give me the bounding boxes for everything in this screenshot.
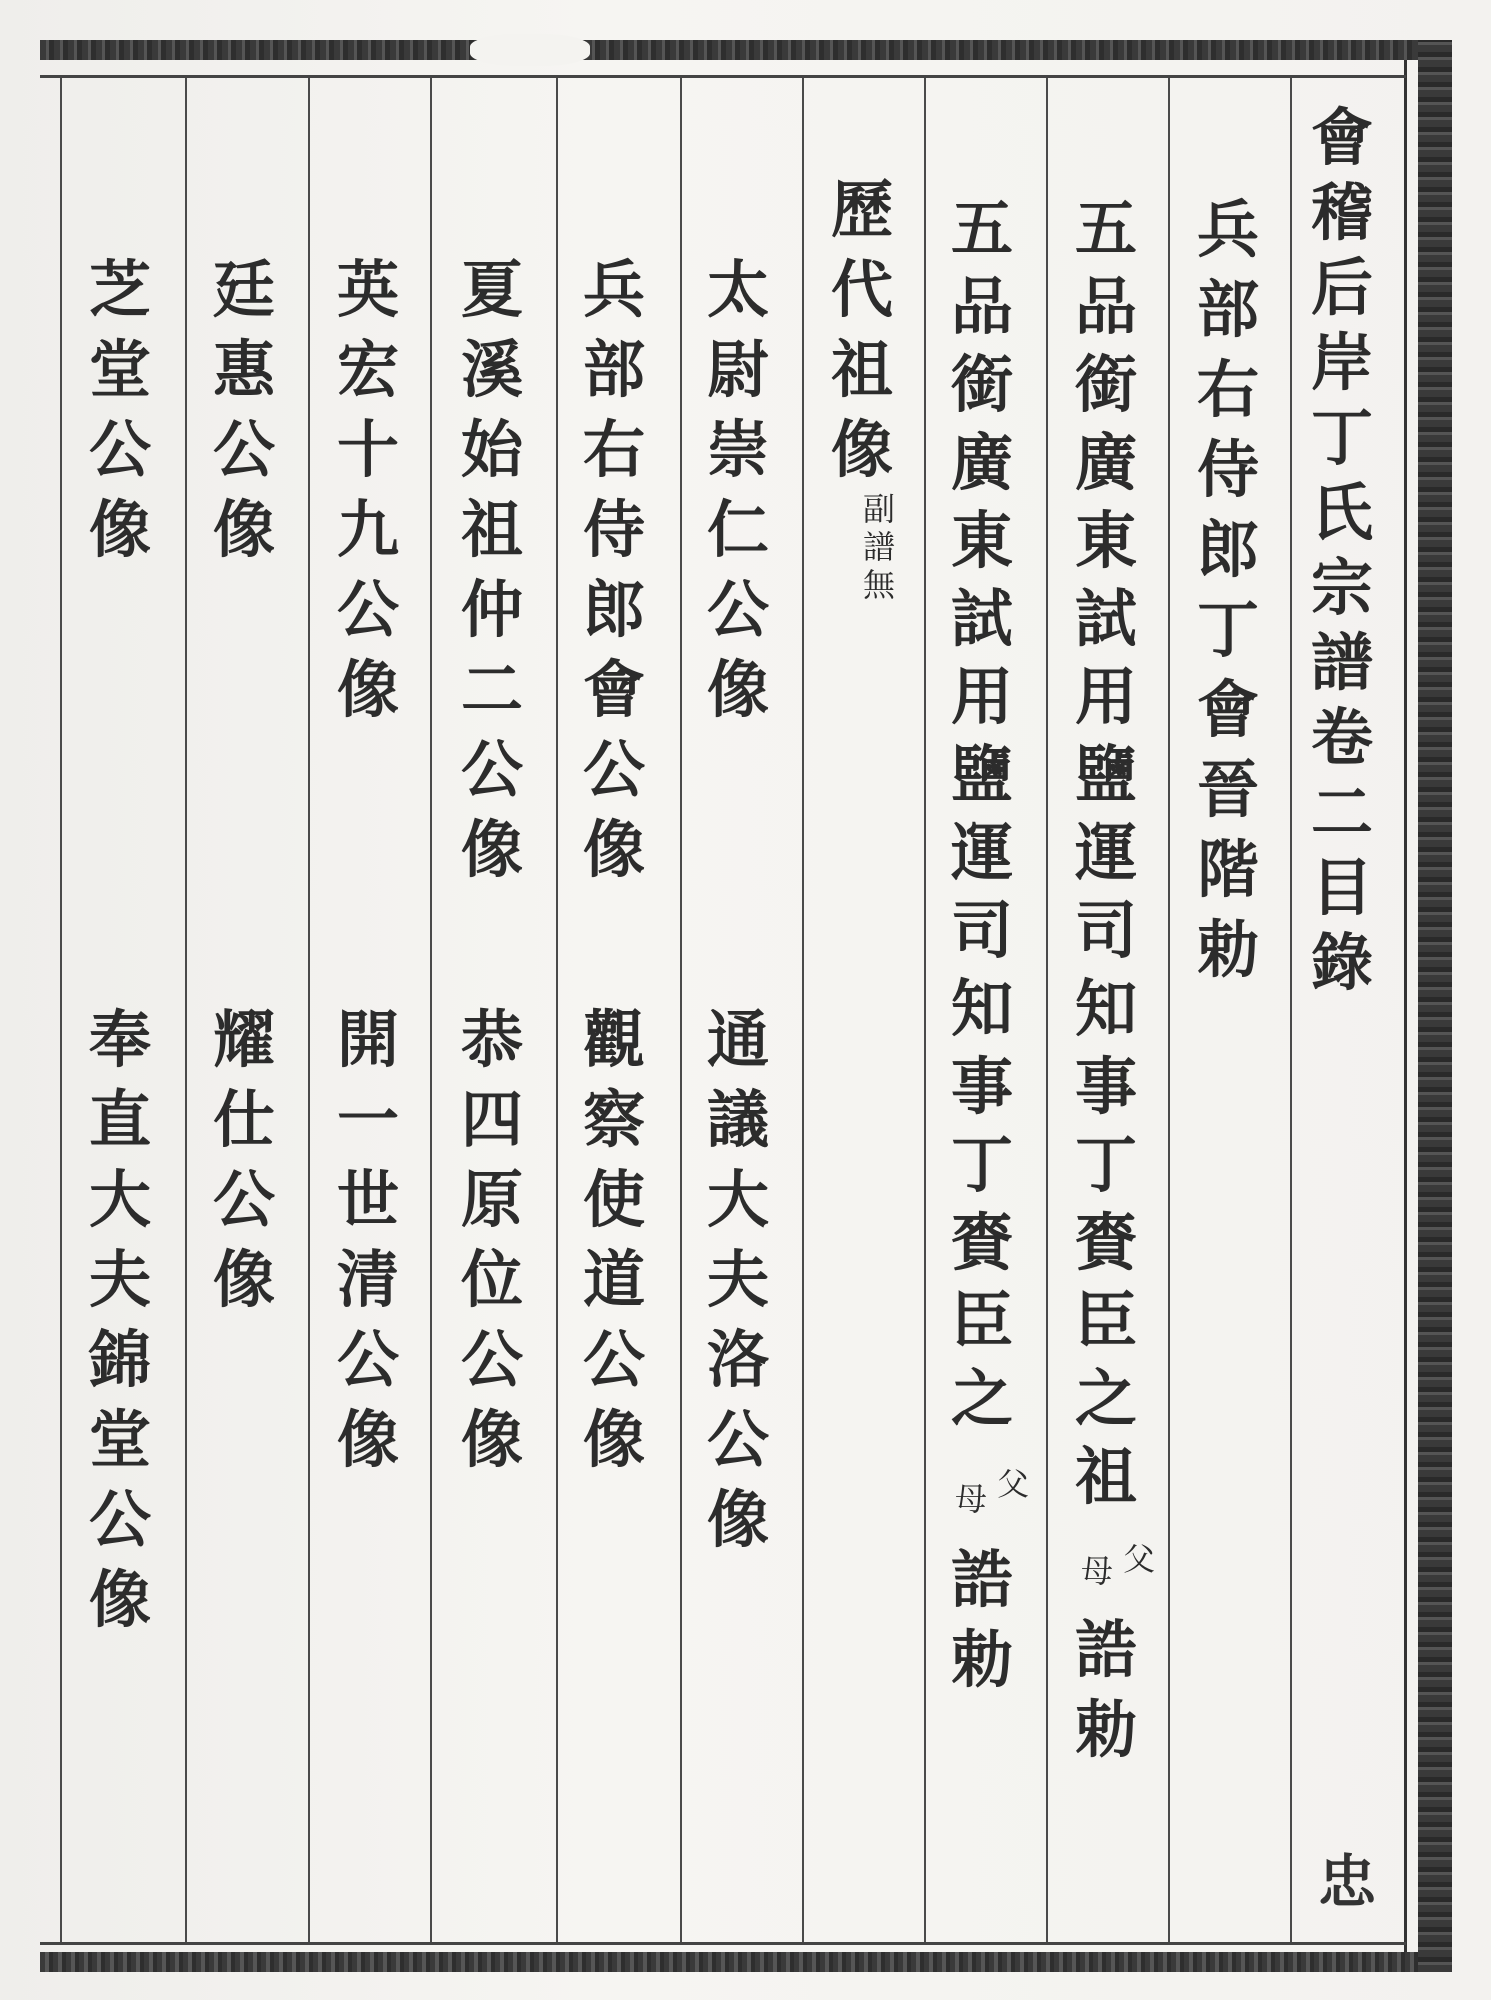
frame-border-right bbox=[1418, 40, 1452, 1972]
glyph: 氏 bbox=[1310, 476, 1373, 549]
glyph: 試 bbox=[1074, 582, 1137, 655]
glyph: 目 bbox=[1310, 851, 1373, 924]
frame-worn-gap bbox=[470, 34, 590, 66]
glyph: 堂 bbox=[88, 1403, 151, 1476]
glyph: 歷 bbox=[830, 173, 893, 246]
glyph: 十 bbox=[336, 413, 399, 486]
column-rule bbox=[1046, 78, 1048, 1942]
column-rule bbox=[430, 78, 432, 1942]
glyph: 像 bbox=[212, 493, 275, 566]
glyph: 觀 bbox=[582, 1003, 645, 1076]
glyph: 知 bbox=[950, 972, 1013, 1045]
glyph: 錄 bbox=[1310, 926, 1373, 999]
glyph: 事 bbox=[1074, 1050, 1137, 1123]
frame-border-bottom bbox=[40, 1952, 1450, 1972]
glyph: 宏 bbox=[336, 333, 399, 406]
glyph: 東 bbox=[1074, 504, 1137, 577]
glyph: 會 bbox=[582, 653, 645, 726]
glyph: 大 bbox=[88, 1163, 151, 1236]
glyph: 九 bbox=[336, 493, 399, 566]
glyph: 侍 bbox=[582, 493, 645, 566]
glyph: 勅 bbox=[1196, 913, 1259, 986]
glyph: 代 bbox=[830, 253, 893, 326]
entry-column-8-bottom bbox=[460, 1000, 524, 1480]
glyph: 部 bbox=[1196, 273, 1259, 346]
entry-column-9-bottom bbox=[336, 1000, 400, 1480]
glyph: 一 bbox=[336, 1083, 399, 1156]
column-rule bbox=[185, 78, 187, 1942]
entry-column-7-top bbox=[582, 250, 646, 890]
heading-column bbox=[1196, 190, 1260, 990]
glyph: 公 bbox=[88, 413, 151, 486]
glyph: 五 bbox=[950, 192, 1013, 265]
glyph: 像 bbox=[336, 653, 399, 726]
glyph: 丁 bbox=[1310, 401, 1373, 474]
entry-column-7-bottom bbox=[582, 1000, 646, 1480]
glyph: 侍 bbox=[1196, 433, 1259, 506]
glyph: 尉 bbox=[706, 333, 769, 406]
glyph: 像 bbox=[212, 1243, 275, 1316]
glyph: 會 bbox=[1196, 673, 1259, 746]
glyph: 議 bbox=[706, 1083, 769, 1156]
glyph: 始 bbox=[460, 413, 523, 486]
column-rule bbox=[60, 78, 62, 1942]
glyph: 廣 bbox=[950, 426, 1013, 499]
glyph: 像 bbox=[88, 1563, 151, 1636]
glyph: 公 bbox=[582, 733, 645, 806]
glyph: 大 bbox=[706, 1163, 769, 1236]
glyph: 部 bbox=[582, 333, 645, 406]
glyph: 父 bbox=[996, 1465, 1029, 1503]
glyph: 公 bbox=[460, 1323, 523, 1396]
glyph: 岸 bbox=[1310, 326, 1373, 399]
frame-inner-line-top bbox=[40, 75, 1406, 78]
glyph: 原 bbox=[460, 1163, 523, 1236]
glyph: 惠 bbox=[212, 333, 275, 406]
glyph: 二 bbox=[1310, 776, 1373, 849]
glyph: 銜 bbox=[950, 348, 1013, 421]
glyph: 臣 bbox=[950, 1284, 1013, 1357]
frame-inner-line-right bbox=[1404, 60, 1407, 1952]
glyph: 司 bbox=[950, 894, 1013, 967]
glyph: 階 bbox=[1196, 833, 1259, 906]
glyph: 司 bbox=[1074, 894, 1137, 967]
glyph: 溪 bbox=[460, 333, 523, 406]
note-mother bbox=[954, 1480, 988, 1518]
column-rule bbox=[1290, 78, 1292, 1942]
glyph: 賚 bbox=[1074, 1206, 1137, 1279]
glyph: 道 bbox=[582, 1243, 645, 1316]
glyph: 品 bbox=[950, 270, 1013, 343]
glyph: 誥 bbox=[1074, 1613, 1137, 1686]
glyph: 廷 bbox=[212, 253, 275, 326]
glyph: 兵 bbox=[582, 253, 645, 326]
frame-inner-line-bottom bbox=[40, 1942, 1406, 1945]
section-heading bbox=[830, 170, 894, 490]
page-mark: 忠 bbox=[1318, 1848, 1377, 1916]
glyph: 公 bbox=[582, 1323, 645, 1396]
page-title bbox=[1310, 100, 1374, 1000]
glyph: 之 bbox=[950, 1362, 1013, 1435]
glyph: 之 bbox=[1074, 1362, 1137, 1435]
glyph: 五 bbox=[1074, 192, 1137, 265]
entry-column-6-top bbox=[706, 250, 770, 730]
glyph: 右 bbox=[1196, 353, 1259, 426]
glyph: 四 bbox=[460, 1083, 523, 1156]
entry-column-10-bottom bbox=[212, 1000, 276, 1320]
glyph: 勅 bbox=[950, 1623, 1013, 1696]
glyph: 奉 bbox=[88, 1003, 151, 1076]
glyph: 宗 bbox=[1310, 551, 1373, 624]
frame-border-top bbox=[40, 40, 1450, 60]
glyph: 無 bbox=[862, 566, 895, 604]
note-father bbox=[996, 1465, 1030, 1503]
note-father bbox=[1122, 1540, 1156, 1578]
glyph: 品 bbox=[1074, 270, 1137, 343]
glyph: 丁 bbox=[1074, 1128, 1137, 1201]
glyph: 廣 bbox=[1074, 426, 1137, 499]
glyph: 鹽 bbox=[950, 738, 1013, 811]
glyph: 公 bbox=[706, 573, 769, 646]
glyph: 夫 bbox=[88, 1243, 151, 1316]
glyph: 丁 bbox=[1196, 593, 1259, 666]
glyph: 父 bbox=[1122, 1540, 1155, 1578]
entry-column-9-top bbox=[336, 250, 400, 730]
glyph: 公 bbox=[460, 733, 523, 806]
glyph: 卷 bbox=[1310, 701, 1373, 774]
glyph: 清 bbox=[336, 1243, 399, 1316]
glyph: 丁 bbox=[950, 1128, 1013, 1201]
glyph: 錦 bbox=[88, 1323, 151, 1396]
glyph: 夏 bbox=[460, 253, 523, 326]
glyph: 察 bbox=[582, 1083, 645, 1156]
glyph: 仲 bbox=[460, 573, 523, 646]
glyph: 運 bbox=[1074, 816, 1137, 889]
glyph: 用 bbox=[950, 660, 1013, 733]
column-rule bbox=[308, 78, 310, 1942]
glyph: 右 bbox=[582, 413, 645, 486]
page-edge-tab bbox=[1475, 960, 1491, 1012]
column-rule bbox=[556, 78, 558, 1942]
glyph: 洛 bbox=[706, 1323, 769, 1396]
glyph: 鹽 bbox=[1074, 738, 1137, 811]
entry-column-4 bbox=[950, 190, 1014, 1438]
note-mother bbox=[1080, 1552, 1114, 1590]
glyph: 堂 bbox=[88, 333, 151, 406]
glyph: 公 bbox=[336, 1323, 399, 1396]
glyph: 崇 bbox=[706, 413, 769, 486]
glyph: 直 bbox=[88, 1083, 151, 1156]
glyph: 二 bbox=[460, 653, 523, 726]
glyph: 譜 bbox=[1310, 626, 1373, 699]
glyph: 英 bbox=[336, 253, 399, 326]
glyph: 開 bbox=[336, 1003, 399, 1076]
entry-column-11-bottom bbox=[88, 1000, 152, 1640]
glyph: 太 bbox=[706, 253, 769, 326]
glyph: 公 bbox=[336, 573, 399, 646]
glyph: 通 bbox=[706, 1003, 769, 1076]
glyph: 像 bbox=[582, 813, 645, 886]
column-rule bbox=[680, 78, 682, 1942]
glyph: 恭 bbox=[460, 1003, 523, 1076]
entry-column-8-top bbox=[460, 250, 524, 890]
column-rule bbox=[924, 78, 926, 1942]
glyph: 像 bbox=[706, 653, 769, 726]
glyph: 臣 bbox=[1074, 1284, 1137, 1357]
glyph: 事 bbox=[950, 1050, 1013, 1123]
glyph: 公 bbox=[88, 1483, 151, 1556]
glyph: 像 bbox=[336, 1403, 399, 1476]
entry-column-11-top bbox=[88, 250, 152, 570]
glyph: 母 bbox=[1080, 1552, 1113, 1590]
glyph: 像 bbox=[460, 1403, 523, 1476]
glyph: 兵 bbox=[1196, 193, 1259, 266]
glyph: 銜 bbox=[1074, 348, 1137, 421]
entry-column-10-top bbox=[212, 250, 276, 570]
column-rule bbox=[802, 78, 804, 1942]
section-note bbox=[862, 490, 896, 604]
glyph: 仁 bbox=[706, 493, 769, 566]
glyph: 世 bbox=[336, 1163, 399, 1236]
glyph: 仕 bbox=[212, 1083, 275, 1156]
entry-column-3-tail bbox=[1074, 1610, 1138, 1770]
glyph: 試 bbox=[950, 582, 1013, 655]
glyph: 用 bbox=[1074, 660, 1137, 733]
glyph: 后 bbox=[1310, 251, 1373, 324]
glyph: 東 bbox=[950, 504, 1013, 577]
entry-column-4-tail bbox=[950, 1540, 1014, 1700]
glyph: 母 bbox=[954, 1480, 987, 1518]
glyph: 夫 bbox=[706, 1243, 769, 1316]
glyph: 勅 bbox=[1074, 1693, 1137, 1766]
glyph: 郎 bbox=[1196, 513, 1259, 586]
glyph: 副 bbox=[862, 490, 895, 528]
glyph: 郎 bbox=[582, 573, 645, 646]
glyph: 誥 bbox=[950, 1543, 1013, 1616]
glyph: 知 bbox=[1074, 972, 1137, 1045]
glyph: 公 bbox=[212, 1163, 275, 1236]
glyph: 公 bbox=[212, 413, 275, 486]
glyph: 祖 bbox=[1074, 1440, 1137, 1513]
glyph: 像 bbox=[460, 813, 523, 886]
glyph: 晉 bbox=[1196, 753, 1259, 826]
glyph: 位 bbox=[460, 1243, 523, 1316]
entry-column-3 bbox=[1074, 190, 1138, 1516]
glyph: 祖 bbox=[460, 493, 523, 566]
glyph: 會 bbox=[1310, 101, 1373, 174]
glyph: 稽 bbox=[1310, 176, 1373, 249]
glyph: 像 bbox=[706, 1483, 769, 1556]
glyph: 祖 bbox=[830, 333, 893, 406]
glyph: 耀 bbox=[212, 1003, 275, 1076]
glyph: 譜 bbox=[862, 528, 895, 566]
glyph: 像 bbox=[88, 493, 151, 566]
glyph: 運 bbox=[950, 816, 1013, 889]
column-rule bbox=[1168, 78, 1170, 1942]
glyph: 芝 bbox=[88, 253, 151, 326]
entry-column-6-bottom bbox=[706, 1000, 770, 1560]
glyph: 公 bbox=[706, 1403, 769, 1476]
glyph: 像 bbox=[830, 413, 893, 486]
glyph: 像 bbox=[582, 1403, 645, 1476]
glyph: 賚 bbox=[950, 1206, 1013, 1279]
glyph: 使 bbox=[582, 1163, 645, 1236]
